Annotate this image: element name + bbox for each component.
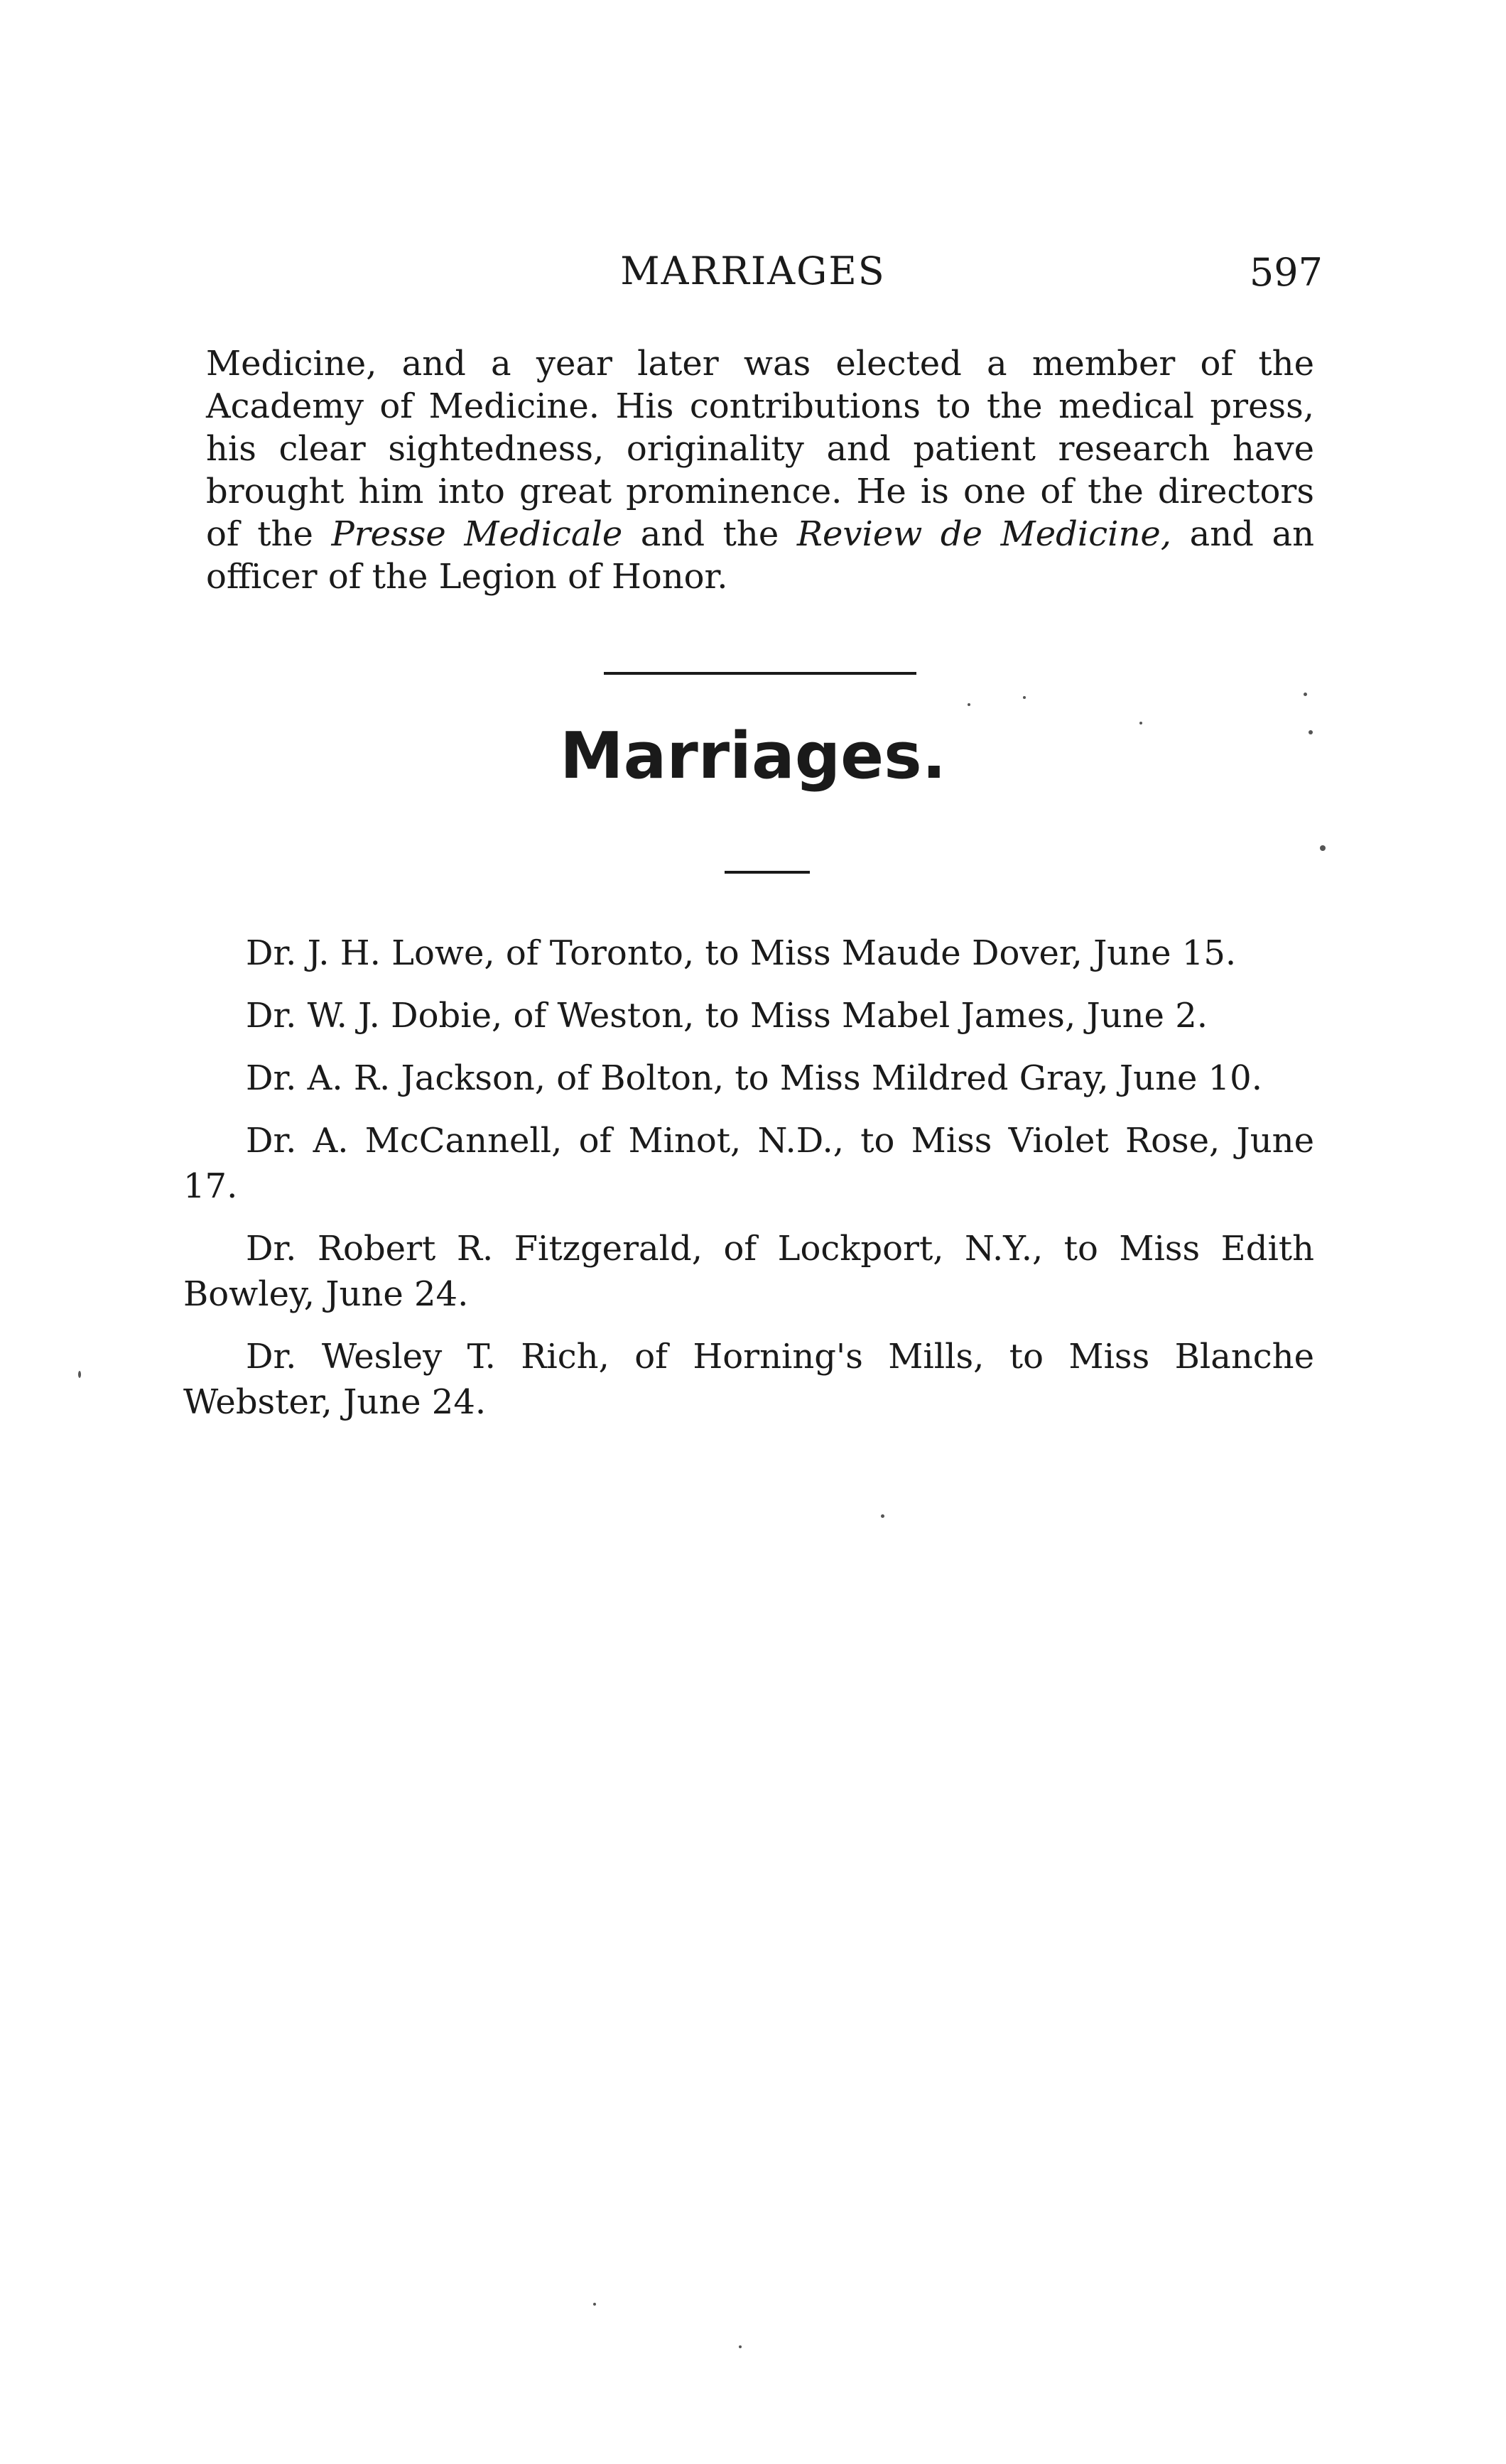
journal-title-presse: Presse Medicale (331, 514, 623, 554)
paragraph-text-2: and the (622, 514, 797, 554)
continuation-paragraph (206, 342, 1314, 598)
scan-speck (78, 1371, 81, 1378)
paragraph-text-1: Medicine, and a year later was elected a member of the Academy of Medicine. His contributions to the medical press, his clear sightedness, originality and patient research have brought him into great prominence. He is one of the directors of the (206, 344, 1314, 554)
scan-speck (1320, 845, 1326, 851)
title-underline-rule (725, 871, 810, 874)
marriage-entry: Dr. Wesley T. Rich, of Horning's Mills, to Miss Blanche Webster, June 24. (183, 1337, 1314, 1422)
marriage-entry: Dr. A. McCannell, of Minot, N.D., to Miss Violet Rose, June 17. (183, 1121, 1314, 1206)
scan-speck (739, 2345, 742, 2348)
journal-title-review: Review de Medicine, (796, 514, 1172, 554)
section-title: Marriages. (560, 719, 946, 793)
marriage-entry: Dr. Robert R. Fitzgerald, of Lockport, N.Y., to Miss Edith Bowley, June 24. (183, 1229, 1314, 1314)
marriage-entry: Dr. J. H. Lowe, of Toronto, to Miss Maude Dover, June 15. (246, 933, 1237, 973)
scan-speck (1309, 730, 1313, 734)
scan-speck (1023, 696, 1026, 699)
paragraph-text-3: and an officer of the Legion of Honor. (206, 514, 1315, 597)
marriage-entry: Dr. W. J. Dobie, of Weston, to Miss Mabel James, June 2. (246, 996, 1208, 1036)
scan-speck (881, 1514, 884, 1518)
running-title: MARRIAGES (620, 249, 886, 293)
section-divider-rule (604, 672, 916, 675)
scan-speck (1304, 693, 1307, 696)
scan-speck (968, 703, 970, 706)
marriage-entry: Dr. A. R. Jackson, of Bolton, to Miss Mildred Gray, June 10. (246, 1058, 1262, 1098)
scan-speck (1139, 722, 1142, 724)
marriage-entries (183, 930, 1314, 1442)
scan-speck (593, 2303, 596, 2306)
page-number: 597 (1249, 250, 1323, 295)
